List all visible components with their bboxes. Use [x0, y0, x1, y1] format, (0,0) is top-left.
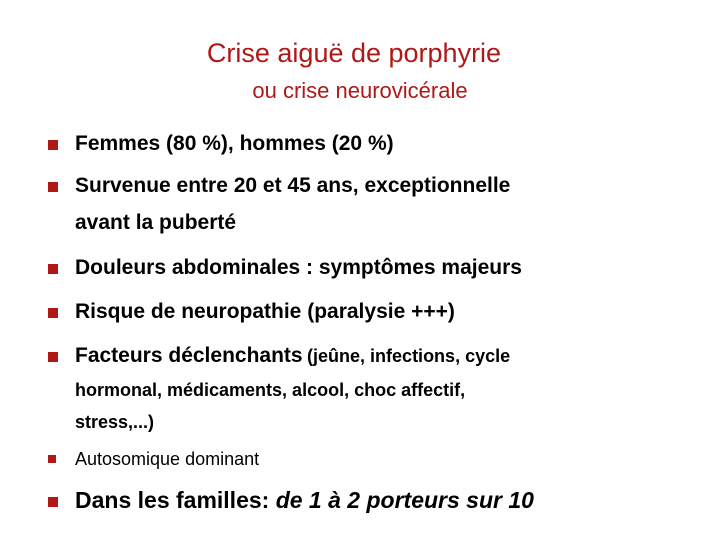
- square-bullet-icon: [48, 455, 56, 463]
- slide-subtitle: ou crise neurovicérale: [252, 78, 468, 103]
- list-item-lead: Facteurs déclenchants: [75, 344, 303, 367]
- list-item-text: Femmes (80 %), hommes (20 %): [75, 132, 394, 155]
- list-item-detail-line3: stress,...): [75, 412, 155, 432]
- square-bullet-icon: [48, 497, 58, 507]
- square-bullet-icon: [48, 140, 58, 150]
- slide-title: Crise aiguë de porphyrie: [206, 38, 502, 68]
- square-bullet-icon: [48, 308, 58, 318]
- list-item-detail-line2: hormonal, médicaments, alcool, choc affectif,: [75, 380, 466, 400]
- square-bullet-icon: [48, 264, 58, 274]
- list-item-text-line2: avant la puberté: [75, 211, 237, 234]
- list-item-lead: Dans les familles:: [75, 487, 270, 513]
- list-item-text: Risque de neuropathie (paralysie +++): [75, 300, 455, 323]
- list-item-emphasis: de 1 à 2 porteurs sur 10: [275, 487, 534, 513]
- list-item-text-line1: Survenue entre 20 et 45 ans, exceptionnelle: [75, 174, 511, 197]
- square-bullet-icon: [48, 182, 58, 192]
- list-item-detail-line1: (jeûne, infections, cycle: [307, 346, 511, 366]
- list-item-text: Douleurs abdominales : symptômes majeurs: [75, 256, 522, 279]
- list-item-text: Autosomique dominant: [75, 449, 260, 469]
- square-bullet-icon: [48, 352, 58, 362]
